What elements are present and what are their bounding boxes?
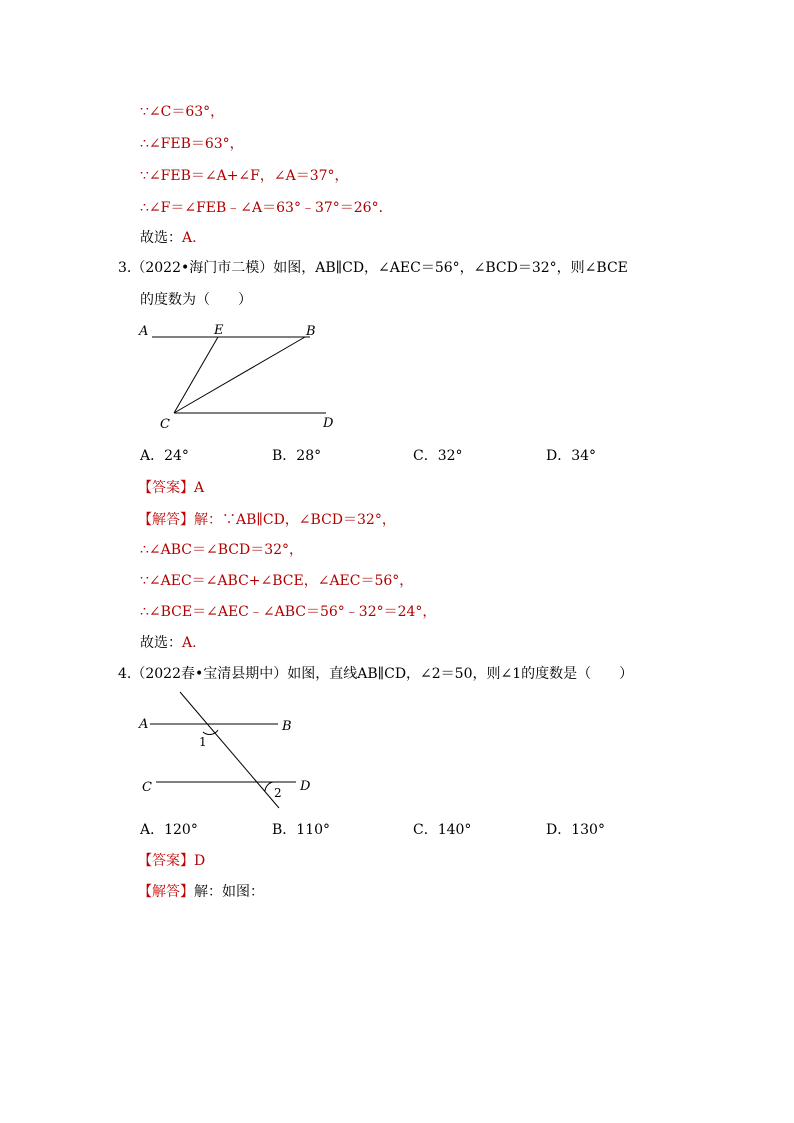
question-3-solution-line-3: ∵∠AEC＝∠ABC+∠BCE，∠AEC＝56°， bbox=[140, 573, 414, 589]
question-3-text: （2022•海门市二模）如图，AB∥CD，∠AEC＝56°，∠BCD＝32°，则∠BCE bbox=[131, 260, 628, 276]
question-4-figure bbox=[130, 688, 330, 810]
question-4-text: （2022春•宝清县期中）如图，直线AB∥CD，∠2＝50，则∠1的度数是（ ） bbox=[131, 666, 634, 682]
prev-solution-line-4: ∴∠F＝∠FEB﹣∠A＝63°﹣37°＝26°． bbox=[140, 200, 393, 216]
label-a: A bbox=[139, 324, 149, 339]
prev-choice-prefix: 故选： bbox=[140, 230, 182, 246]
question-3-solution-line-4: ∴∠BCE＝∠AEC﹣∠ABC＝56°﹣32°＝24°， bbox=[140, 604, 437, 620]
choice-value: A. bbox=[182, 635, 197, 651]
solution-prefix: 解： bbox=[194, 512, 222, 528]
question-3-answer bbox=[138, 478, 204, 498]
answer-tag: 【答案】 bbox=[138, 853, 194, 869]
label-b: B bbox=[306, 324, 316, 339]
prev-choice-value: A. bbox=[182, 230, 197, 246]
answer-value: A bbox=[194, 480, 205, 496]
segment-cb bbox=[174, 337, 305, 413]
label-angle-2: 2 bbox=[274, 786, 282, 800]
label-c: C bbox=[142, 780, 152, 795]
label-b: B bbox=[282, 719, 292, 734]
question-4-number: 4. bbox=[118, 666, 132, 682]
label-d: D bbox=[323, 416, 334, 431]
solution-first: ∵AB∥CD，∠BCD＝32°， bbox=[222, 512, 396, 528]
question-3-figure bbox=[130, 318, 360, 436]
question-4-option-c: C．140° bbox=[413, 822, 472, 838]
transversal-line bbox=[180, 692, 279, 808]
label-angle-1: 1 bbox=[199, 735, 207, 749]
question-4-option-a: A．120° bbox=[140, 822, 198, 838]
prev-solution-line-3: ∵∠FEB＝∠A+∠F，∠A＝37°， bbox=[140, 168, 349, 184]
question-3-option-b: B．28° bbox=[272, 448, 322, 464]
question-3-line-2: 的度数为（ ） bbox=[140, 292, 252, 308]
prev-choice-line bbox=[140, 228, 197, 248]
angle-2-arc bbox=[265, 782, 273, 791]
question-3-option-a: A．24° bbox=[140, 448, 189, 464]
choice-prefix: 故选： bbox=[140, 635, 182, 651]
question-4-option-d: D．130° bbox=[546, 822, 605, 838]
question-4-option-b: B．110° bbox=[272, 822, 331, 838]
label-a: A bbox=[139, 717, 149, 732]
question-3-solution-line-1 bbox=[138, 510, 396, 530]
prev-solution-line-2: ∴∠FEB＝63°， bbox=[140, 136, 244, 152]
label-e: E bbox=[214, 323, 224, 338]
label-c: C bbox=[160, 417, 170, 432]
question-3-number: 3. bbox=[118, 260, 132, 276]
question-3-solution-line-2: ∴∠ABC＝∠BCD＝32°， bbox=[140, 542, 304, 558]
answer-value: D bbox=[194, 853, 206, 869]
segment-ce bbox=[174, 337, 218, 413]
label-d: D bbox=[300, 779, 311, 794]
question-4-line-1 bbox=[118, 664, 633, 684]
answer-tag: 【答案】 bbox=[138, 480, 194, 496]
question-3-option-d: D．34° bbox=[546, 448, 597, 464]
question-3-option-c: C．32° bbox=[413, 448, 463, 464]
question-4-answer bbox=[138, 851, 205, 871]
question-4-solution-line-1 bbox=[138, 882, 264, 902]
solution-tag: 【解答】 bbox=[138, 884, 194, 900]
prev-solution-line-1: ∵∠C＝63°， bbox=[140, 104, 225, 120]
question-3-line-1 bbox=[118, 258, 628, 278]
solution-tag: 【解答】 bbox=[138, 512, 194, 528]
question-3-choice-line bbox=[140, 633, 197, 653]
solution-text: 解：如图： bbox=[194, 884, 264, 900]
